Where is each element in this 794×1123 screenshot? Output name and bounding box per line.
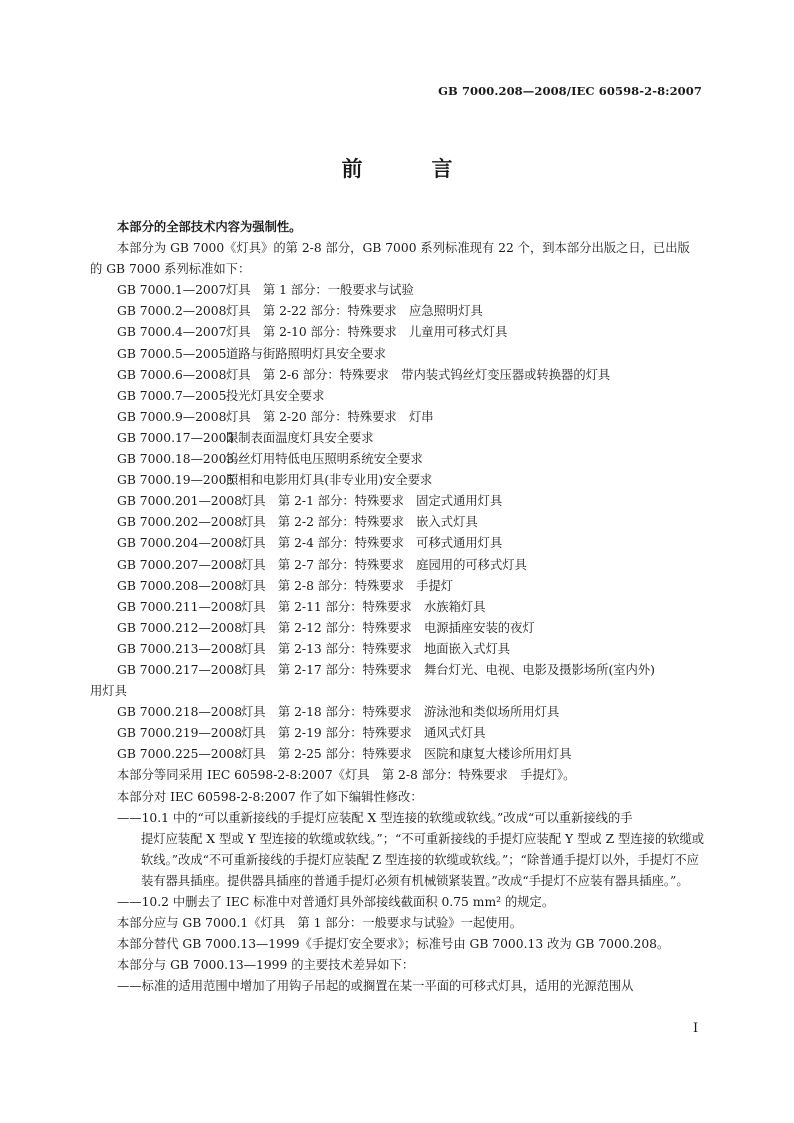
- modification-item-1-continued: 提灯应装配 X 型或 Y 型连接的软缆或软线。”；“不可重新接线的手提灯应装配 Y 型或 Z 型连接的软缆或软线。”改成“不可重新接线的手提灯应装配 Z 型连接的软缆或软线。”；“除普通手提灯以外，手提灯不应装有器具插座。提供器具插座的普通手提灯必须有机械锁紧装置。”改成“手提灯不应装有器具插座。”。: [141, 831, 705, 888]
- standard-entry: [90, 576, 708, 597]
- standard-title: 灯具 第 2-18 部分：特殊要求 游泳池和类似场所用灯具: [241, 705, 560, 720]
- standard-code: GB 7000.202—2008: [117, 515, 243, 530]
- standard-code: GB 7000.4—2007: [117, 325, 227, 340]
- standard-code: GB 7000.218—2008: [117, 705, 243, 720]
- standard-code: GB 7000.212—2008: [117, 620, 243, 635]
- standard-code: GB 7000.6—2008: [117, 367, 227, 382]
- modification-item-1: ——10.1 中的“可以重新接线的手提灯应装配 X 型连接的软缆或软线。”改成“可以重新接线的手: [117, 810, 633, 825]
- standard-entry: [90, 428, 708, 449]
- replacement-statement: 本部分替代 GB 7000.13—1999《手提灯安全要求》；标准号由 GB 7000.13 改为 GB 7000.208。: [117, 937, 670, 952]
- standard-code: GB 7000.19—2005: [117, 473, 235, 488]
- standard-title: 灯具 第 2-17 部分：特殊要求 舞台灯光、电视、电影及摄影场所(室内外): [241, 662, 655, 677]
- standard-code: GB 7000.17—2003: [117, 430, 235, 445]
- standard-title: 灯具 第 2-19 部分：特殊要求 通风式灯具: [241, 726, 486, 741]
- standard-entry: [90, 533, 708, 554]
- standards-list: [90, 280, 708, 491]
- standard-title: 灯具 第 2-12 部分：特殊要求 电源插座安装的夜灯: [241, 620, 535, 635]
- equivalence-statement: 本部分等同采用 IEC 60598-2-8:2007《灯具 第 2-8 部分：特殊要求 手提灯》。: [117, 768, 576, 783]
- standard-title: 灯具 第 2-4 部分：特殊要求 可移式通用灯具: [241, 536, 503, 551]
- intro-paragraph-line2: 的 GB 7000 系列标准如下：: [90, 262, 251, 277]
- standard-code: GB 7000.7—2005: [117, 388, 227, 403]
- standards-list-2008-b: [90, 702, 708, 765]
- standard-entry: [90, 618, 708, 639]
- standard-code: GB 7000.211—2008: [117, 599, 243, 614]
- standard-entry: [90, 702, 708, 723]
- standards-list-2008: [90, 491, 708, 681]
- standard-entry: [90, 491, 708, 512]
- standard-entry: [90, 744, 708, 765]
- intro-paragraph-line1: 本部分为 GB 7000《灯具》的第 2-8 部分，GB 7000 系列标准现有 22 个，到本部分出版之日，已出版: [117, 241, 690, 256]
- page-number: I: [693, 1021, 699, 1036]
- standard-entry: [90, 386, 708, 407]
- standard-title: 灯具 第 2-22 部分：特殊要求 应急照明灯具: [226, 304, 483, 319]
- standard-title: 灯具 第 2-7 部分：特殊要求 庭园用的可移式灯具: [241, 557, 527, 572]
- page-title: 前 言: [341, 157, 477, 181]
- mandatory-statement: 本部分的全部技术内容为强制性。: [117, 220, 302, 234]
- standard-title: 灯具 第 2-20 部分：特殊要求 灯串: [226, 409, 434, 424]
- standard-entry: [90, 512, 708, 533]
- standards-list-continuation: 用灯具: [90, 684, 127, 699]
- standard-entry: [90, 301, 708, 322]
- standard-code: GB 7000.217—2008: [117, 662, 243, 677]
- difference-item-1: ——标准的适用范围中增加了用钩子吊起的或搁置在某一平面的可移式灯具，适用的光源范围从: [117, 979, 634, 994]
- standard-title: 灯具 第 2-1 部分：特殊要求 固定式通用灯具: [241, 494, 503, 509]
- standard-code: GB 7000.1—2007: [117, 283, 227, 298]
- standard-code: GB 7000.208—2008: [117, 578, 243, 593]
- standard-code: GB 7000.219—2008: [117, 726, 243, 741]
- standard-code: GB 7000.213—2008: [117, 641, 243, 656]
- standard-entry: [90, 639, 708, 660]
- standard-entry: [90, 407, 708, 428]
- standard-title: 照相和电影用灯具(非专业用)安全要求: [226, 473, 433, 488]
- standard-entry: [90, 449, 708, 470]
- modification-item-2: ——10.2 中删去了 IEC 标准中对普通灯具外部接线截面积 0.75 mm² 的规定。: [117, 895, 555, 909]
- standard-title: 灯具 第 1 部分：一般要求与试验: [226, 283, 414, 298]
- standard-entry: [90, 280, 708, 301]
- standard-title: 灯具 第 2-25 部分：特殊要求 医院和康复大楼诊所用灯具: [241, 747, 572, 762]
- standard-entry: [90, 723, 708, 744]
- standard-title: 限制表面温度灯具安全要求: [226, 430, 374, 445]
- standard-entry: [90, 660, 708, 681]
- document-header: GB 7000.208—2008/IEC 60598-2-8:2007: [438, 84, 702, 98]
- standard-code: GB 7000.9—2008: [117, 409, 227, 424]
- standard-code: GB 7000.201—2008: [117, 494, 243, 509]
- standard-code: GB 7000.225—2008: [117, 747, 243, 762]
- standard-title: 灯具 第 2-10 部分：特殊要求 儿童用可移式灯具: [226, 325, 508, 340]
- standard-entry: [90, 470, 708, 491]
- standard-code: GB 7000.207—2008: [117, 557, 243, 572]
- standard-code: GB 7000.204—2008: [117, 536, 243, 551]
- standard-code: GB 7000.5—2005: [117, 346, 227, 361]
- standard-title: 道路与街路照明灯具安全要求: [226, 346, 386, 361]
- standard-title: 灯具 第 2-2 部分：特殊要求 嵌入式灯具: [241, 515, 478, 530]
- standard-title: 灯具 第 2-8 部分：特殊要求 手提灯: [241, 578, 454, 593]
- standard-title: 灯具 第 2-11 部分：特殊要求 水族箱灯具: [241, 599, 486, 614]
- standard-entry: [90, 344, 708, 365]
- standard-entry: [90, 365, 708, 386]
- standard-code: GB 7000.2—2008: [117, 304, 227, 319]
- standard-code: GB 7000.18—2003: [117, 452, 235, 467]
- standard-entry: [90, 322, 708, 343]
- standard-entry: [90, 597, 708, 618]
- standard-title: 投光灯具安全要求: [226, 388, 325, 403]
- standard-title: 钨丝灯用特低电压照明系统安全要求: [226, 452, 423, 467]
- standard-title: 灯具 第 2-13 部分：特殊要求 地面嵌入式灯具: [241, 641, 511, 656]
- editorial-changes-heading: 本部分对 IEC 60598-2-8:2007 作了如下编辑性修改：: [117, 789, 423, 804]
- standard-entry: [90, 555, 708, 576]
- usage-statement: 本部分应与 GB 7000.1《灯具 第 1 部分：一般要求与试验》一起使用。: [117, 916, 523, 931]
- document-body: [90, 217, 708, 997]
- differences-heading: 本部分与 GB 7000.13—1999 的主要技术差异如下：: [117, 958, 415, 973]
- standard-title: 灯具 第 2-6 部分：特殊要求 带内装式钨丝灯变压器或转换器的灯具: [226, 367, 611, 382]
